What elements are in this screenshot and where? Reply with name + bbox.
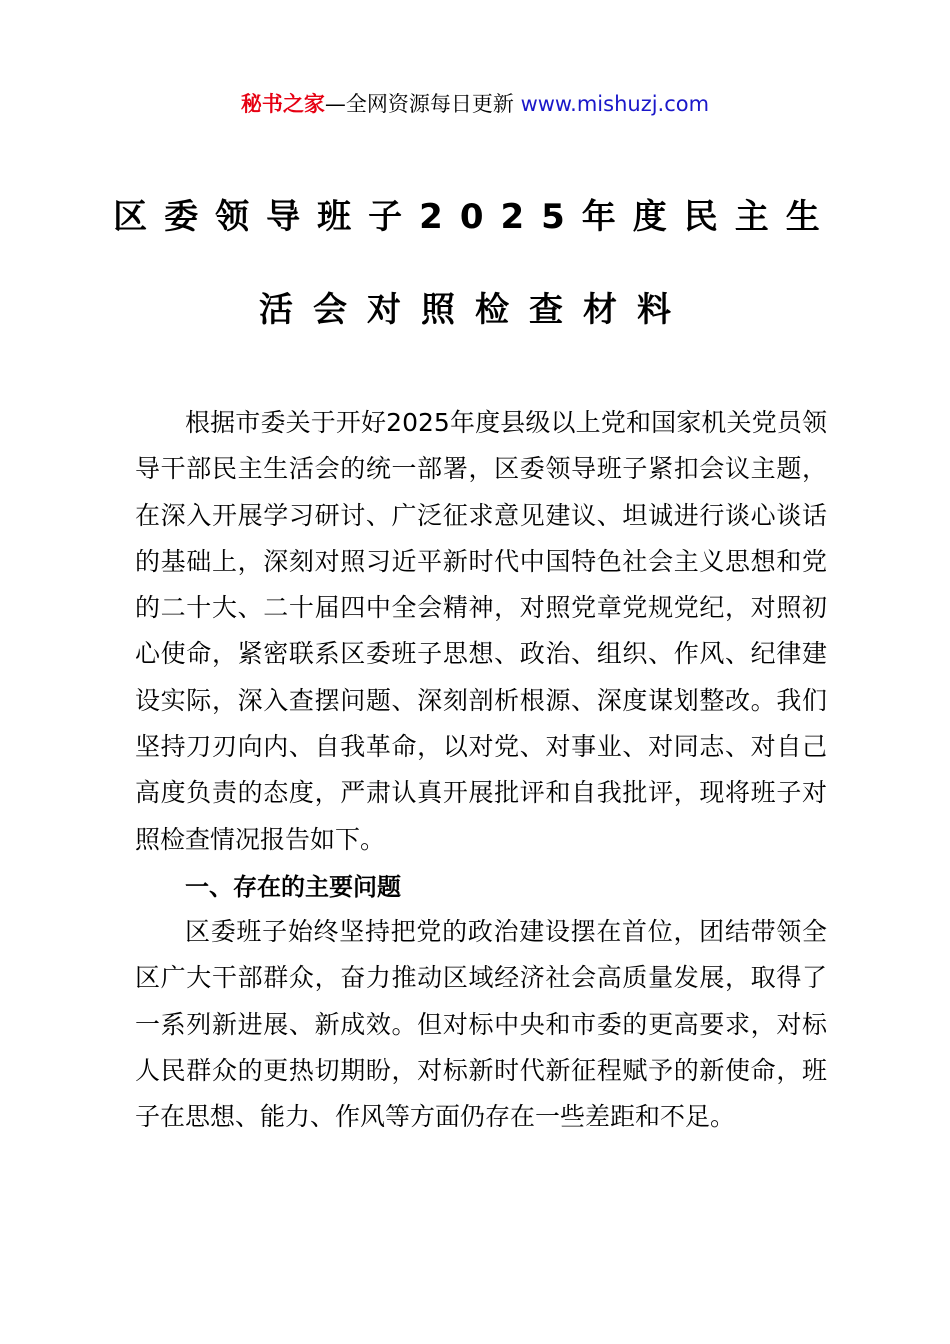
document-title-line-1: 区委领导班子2025年度民主生 (113, 197, 837, 237)
site-brand: 秘书之家 (240, 92, 325, 116)
site-url-link[interactable]: www.mishuzj.com (520, 92, 710, 116)
document-title-line-2: 活会对照检查材料 (259, 290, 691, 330)
site-header (0, 88, 950, 120)
intro-paragraph: 根据市委关于开好2025年度县级以上党和国家机关党员领导干部民主生活会的统一部署，区委领导班子紧扣会议主题，在深入开展学习研讨、广泛征求意见建议、坦诚进行谈心谈话的基础上，深刻对照习近平新时代中国特色社会主义思想和党的二十大、二十届四中全会精神，对照党章党规党纪，对照初心使命，紧密联系区委班子思想、政治、组织、作风、纪律建设实际，深入查摆问题、深刻剖析根源、深度谋划整改。我们坚持刀刃向内、自我革命，以对党、对事业、对同志、对自己高度负责的态度，严肃认真开展批评和自我批评，现将班子对照检查情况报告如下。 (135, 408, 827, 854)
section-1-paragraph: 区委班子始终坚持把党的政治建设摆在首位，团结带领全区广大干部群众，奋力推动区域经济社会高质量发展，取得了一系列新进展、新成效。但对标中央和市委的更高要求，对标人民群众的更热切期盼，对标新时代新征程赋予的新使命，班子在思想、能力、作风等方面仍存在一些差距和不足。 (135, 917, 827, 1132)
site-slogan: —全网资源每日更新 (324, 92, 521, 116)
section-heading-1: 一、存在的主要问题 (185, 873, 401, 901)
